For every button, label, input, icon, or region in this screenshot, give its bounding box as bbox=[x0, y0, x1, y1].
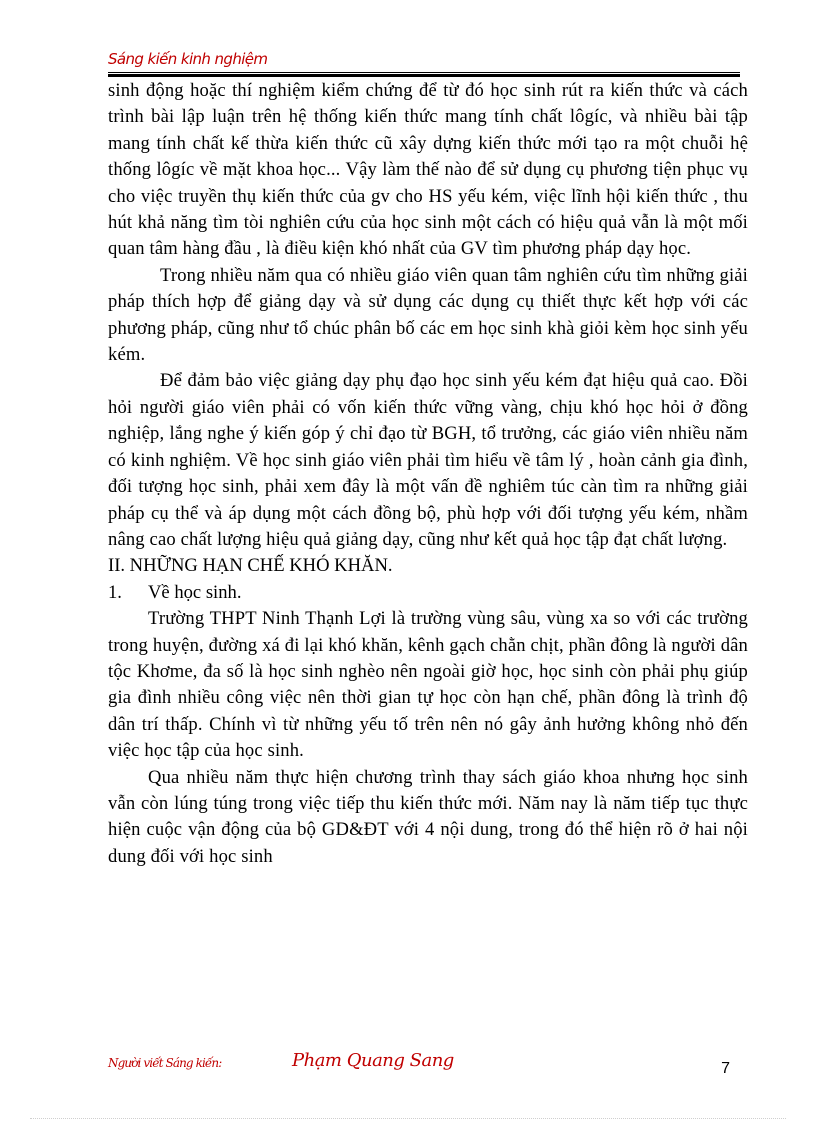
header-title: Sáng kiến kinh nghiệm bbox=[108, 50, 268, 68]
footer-author-signature: Phạm Quang Sang bbox=[292, 1050, 454, 1071]
page-footer bbox=[108, 1050, 748, 1090]
page-number: 7 bbox=[721, 1060, 730, 1077]
document-body bbox=[108, 78, 748, 870]
paragraph-curriculum: Qua nhiều năm thực hiện chương trình thay sách giáo khoa nhưng học sinh vẫn còn lúng túng trong việc tiếp thu kiến thức mới. Năm nay là năm tiếp tục thực hiện cuộc vận động của bộ GD&ĐT với 4 nội dung, trong đó thể hiện rõ ở hai nội dung đối với học sinh bbox=[108, 766, 748, 867]
header-divider bbox=[108, 72, 740, 73]
subsection-heading bbox=[108, 580, 748, 606]
paragraph-school-context: Trường THPT Ninh Thạnh Lợi là trường vùng sâu, vùng xa so với các trường trong huyện, đường xá đi lại khó khăn, kênh gạch chằn chịt, phần đông là người dân tộc Khơme, đa số là học sinh nghèo nên ngoài giờ học, học sinh còn phải phụ giúp gia đình nhiều công việc nên thời gian tự học còn hạn chế, phần đông là trình độ dân trí thấp. Chính vì từ những yếu tố trên nên nó gây ảnh hưởng không nhỏ đến việc học tập của học sinh. bbox=[108, 608, 748, 762]
footer-author-label: Người viết Sáng kiến: bbox=[108, 1056, 222, 1070]
paragraph-continuation: sinh động hoặc thí nghiệm kiểm chứng để từ đó học sinh rút ra kiến thức và cách trình bài lập luận trên hệ thống kiến thức mang tính chất lôgíc, và nhiều bài tập mang tính chất kế thừa kiến thức cũ xây dựng kiến thức mới tạo ra một chuỗi hệ thống lôgíc về mặt khoa học... Vậy làm thế nào để sử dụng cụ phương tiện phục vụ cho việc truyền thụ kiến thức của gv cho HS yếu kém, việc lĩnh hội kiến thức , thu hút khả năng tìm tòi nghiên cứu của học sinh một cách có hiệu quả vẫn là một mối quan tâm hàng đầu , là điều kiện khó nhất của GV tìm phương pháp dạy học. bbox=[108, 80, 748, 260]
subsection-title: Về học sinh. bbox=[148, 581, 242, 603]
header-divider-thick bbox=[108, 74, 740, 77]
paragraph-teachers-research: Trong nhiều năm qua có nhiều giáo viên quan tâm nghiên cứu tìm những giải pháp thích hợp để giảng dạy và sử dụng các dụng cụ thiết thực kết hợp với các phương pháp, cũng như tổ chúc phân bố các em học sinh khà giỏi kèm học sinh yếu kém. bbox=[108, 264, 748, 366]
paragraph-tutoring-quality: Để đảm bảo việc giảng dạy phụ đạo học sinh yếu kém đạt hiệu quả cao. Đồi hỏi người giáo viên phải có vốn kiến thức vững vàng, chịu khó học hỏi ở đồng nghiệp, lắng nghe ý kiến góp ý chỉ đạo từ BGH, tổ trưởng, các giáo viên nhiều năm có kinh nghiệm. Về học sinh giáo viên phải tìm hiểu về tâm lý , hoàn cảnh gia đình, đối tượng học sinh, phải xem đây là một vấn đề nghiêm túc càn tìm ra những giải pháp cụ thể và áp dụng một cách đồng bộ, phù hợp với đối tượng yếu kém, nhầm nâng cao chất lượng hiệu quả giảng dạy, cũng như kết quả học tập đạt chất lượng. bbox=[108, 370, 748, 550]
page-header bbox=[108, 50, 740, 78]
page-bottom-border bbox=[30, 1118, 786, 1119]
section-heading: II. NHỮNG HẠN CHẾ KHÓ KHĂN. bbox=[108, 555, 393, 577]
subsection-number: 1. bbox=[108, 581, 122, 603]
